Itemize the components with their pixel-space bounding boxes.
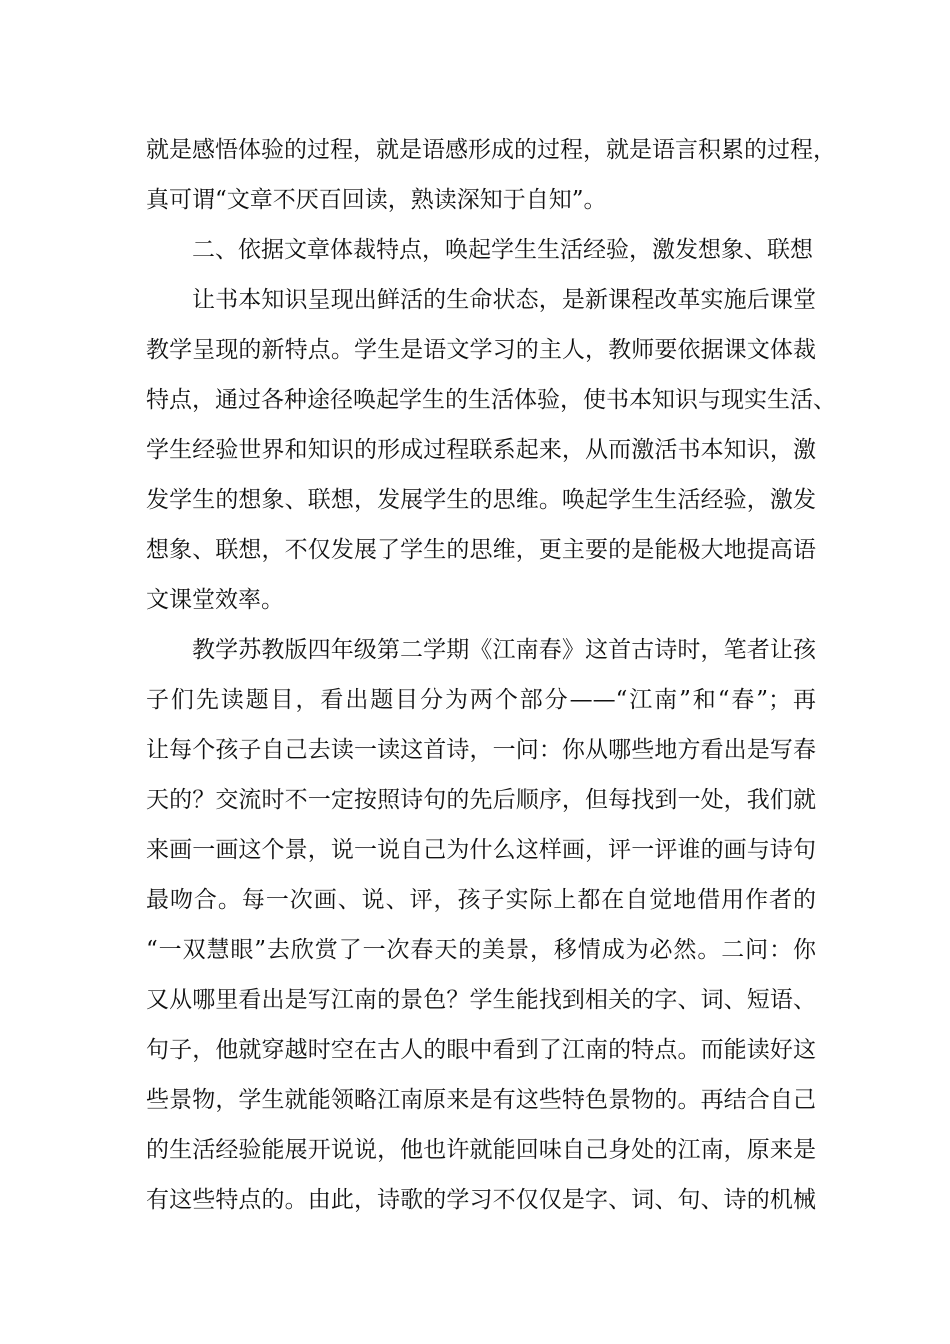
text-line: 发学生的想象、联想，发展学生的思维。唤起学生生活经验，激发 [146, 487, 816, 513]
text-line: 想象、联想，不仅发展了学生的思维，更主要的是能极大地提高语 [146, 537, 816, 563]
text-line: 教学呈现的新特点。学生是语文学习的主人，教师要依据课文体裁 [146, 337, 816, 363]
text-line: 文课堂效率。 [146, 587, 284, 613]
text-line: 天的？交流时不一定按照诗句的先后顺序，但每找到一处，我们就 [146, 787, 816, 813]
text-line: 让每个孩子自己去读一读这首诗，一问：你从哪些地方看出是写春 [146, 737, 816, 763]
text-line: “一双慧眼”去欣赏了一次春天的美景，移情成为必然。二问：你 [146, 937, 816, 963]
text-line: 就是感悟体验的过程，就是语感形成的过程，就是语言积累的过程， [146, 137, 836, 163]
text-line: 有这些特点的。由此，诗歌的学习不仅仅是字、词、句、诗的机械 [146, 1187, 816, 1213]
text-line: 的生活经验能展开说说，他也许就能回味自己身处的江南，原来是 [146, 1137, 816, 1163]
text-line: 学生经验世界和知识的形成过程联系起来，从而激活书本知识，激 [146, 437, 816, 463]
text-line: 又从哪里看出是写江南的景色？学生能找到相关的字、词、短语、 [146, 987, 816, 1013]
text-line: 子们先读题目，看出题目分为两个部分——“江南”和“春”；再 [146, 687, 816, 713]
section-heading: 二、依据文章体裁特点，唤起学生生活经验，激发想象、联想 [192, 237, 813, 263]
text-line: 教学苏教版四年级第二学期《江南春》这首古诗时，笔者让孩 [192, 637, 816, 663]
text-line: 句子，他就穿越时空在古人的眼中看到了江南的特点。而能读好这 [146, 1037, 816, 1063]
text-line: 真可谓“文章不厌百回读，熟读深知于自知”。 [146, 187, 607, 213]
text-line: 最吻合。每一次画、说、评，孩子实际上都在自觉地借用作者的 [146, 887, 816, 913]
text-line: 来画一画这个景，说一说自己为什么这样画，评一评谁的画与诗句 [146, 837, 816, 863]
text-line: 些景物，学生就能领略江南原来是有这些特色景物的。再结合自己 [146, 1087, 816, 1113]
text-line: 特点，通过各种途径唤起学生的生活体验，使书本知识与现实生活、 [146, 387, 836, 413]
text-line: 让书本知识呈现出鲜活的生命状态，是新课程改革实施后课堂 [192, 287, 816, 313]
